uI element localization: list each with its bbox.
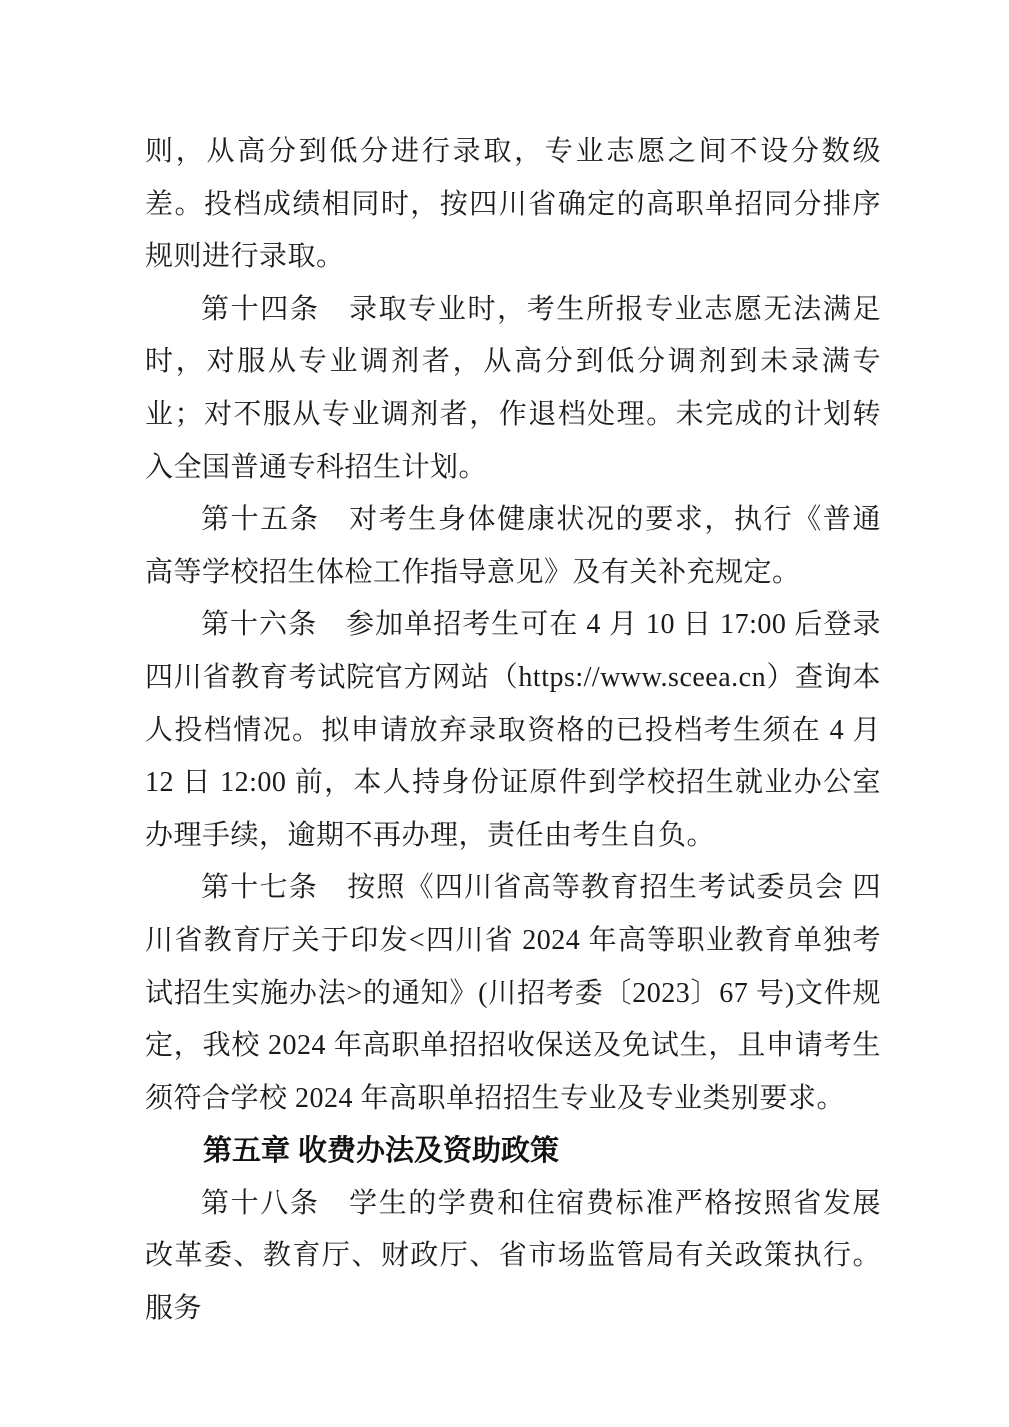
paragraph-article-17: 第十七条 按照《四川省高等教育招生考试委员会 四川省教育厅关于印发<四川省 2024 年高等职业教育单独考试招生实施办法>的通知》(川招考委〔2023〕67 号)文件规定，我校 2024 年高职单招招收保送及免试生，且申请考生须符合学校 2024 年高职单招招生专业及专业类别要求。 [145,872,881,1114]
chapter-5-heading: 第五章 收费办法及资助政策 [203,1135,560,1168]
document-content [145,126,881,1336]
paragraph-article-18: 第十八条 学生的学费和住宿费标准严格按照省发展改革委、教育厅、财政厅、省市场监管局有关政策执行。服务 [145,1187,881,1325]
paragraph-article-15: 第十五条 对考生身体健康状况的要求，执行《普通高等学校招生体检工作指导意见》及有关补充规定。 [145,504,881,588]
paragraph-article-16: 第十六条 参加单招考生可在 4 月 10 日 17:00 后登录四川省教育考试院官方网站（https://www.sceea.cn）查询本人投档情况。拟申请放弃录取资格的已投档考生须在 4 月 12 日 12:00 前，本人持身份证原件到学校招生就业办公室办理手续，逾期不再办理，责任由考生自负。 [145,609,881,851]
paragraph-article-14: 第十四条 录取专业时，考生所报专业志愿无法满足时，对服从专业调剂者，从高分到低分调剂到未录满专业；对不服从专业调剂者，作退档处理。未完成的计划转入全国普通专科招生计划。 [145,293,881,483]
paragraph-continuation: 则，从高分到低分进行录取，专业志愿之间不设分数级差。投档成绩相同时，按四川省确定的高职单招同分排序规则进行录取。 [145,136,881,273]
